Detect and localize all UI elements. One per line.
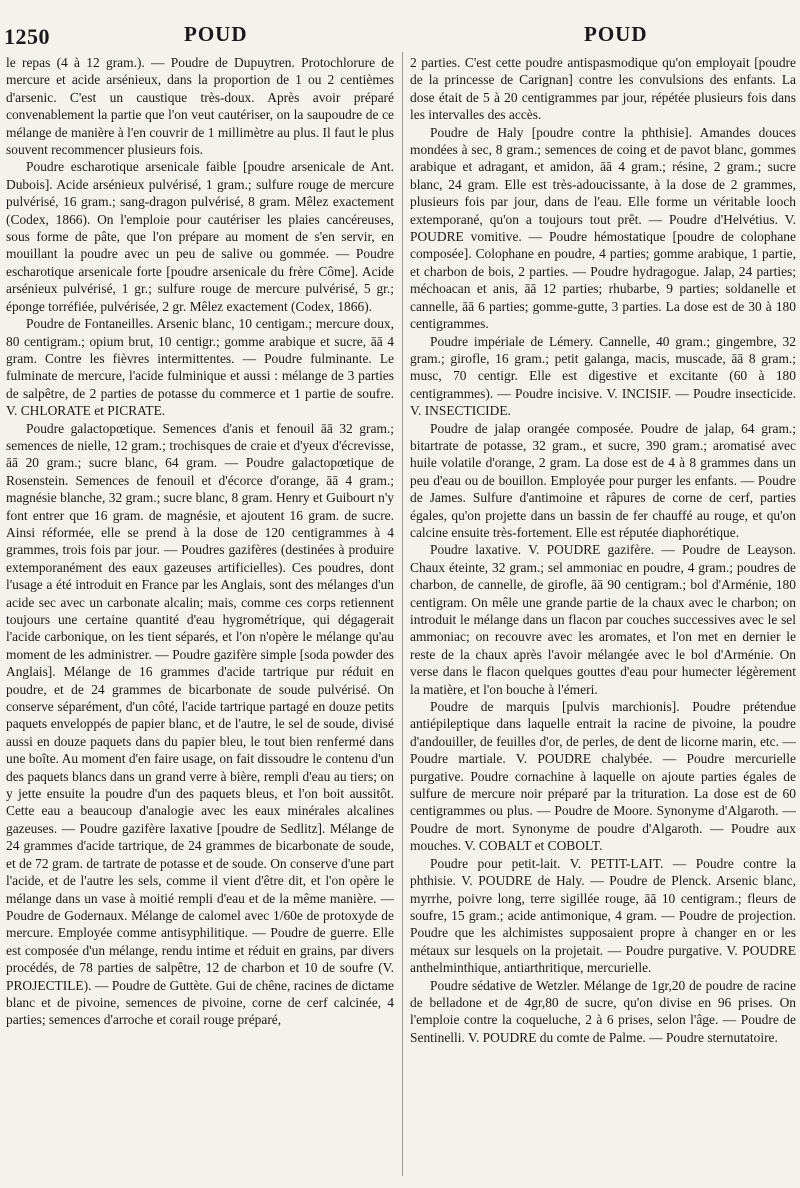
paragraph: Poudre sédative de Wetzler. Mélange de 1gr,20 de poudre de racine de belladone et de 4gr,80 de sucre, qu'on divise en 96 prises. On l'emploie contre la coqueluche, 2 à 6 prises, selon l'âge. — Poudre de Sentinelli. V. POUDRE du comte de Palme. — Poudre sternutatoire. [410, 977, 796, 1045]
page-header-left [4, 22, 400, 52]
paragraph: le repas (4 à 12 gram.). — Poudre de Dupuytren. Protochlorure de mercure et acide arsénieux, dans la proportion de 1 ou 2 centièmes d'arsenic. C'est un caustique très-doux. Après avoir préparé convenablement la partie que l'on veut cautériser, on la saupoudre de ce mélange de manière à l'en couvrir de 1 millimètre au plus. Il faut le plus souvent recommencer plusieurs fois. [6, 55, 394, 158]
paragraph: Poudre escharotique arsenicale faible [poudre arsenicale de Ant. Dubois]. Acide arsénieux pulvérisé, 1 gram.; sulfure rouge de mercure pulvérisé, 16 gram.; sang-dragon pulvérisé, 8 gram. Mêlez exactement (Codex, 1866). On l'emploie pour cautériser les plaies cancéreuses, sous forme de pâte, que l'on prépare au moment de s'en servir, en mouillant la poudre avec un peu de salive ou gommée. — Poudre escharotique arsenicale forte [poudre arsenicale du frère Côme]. Acide arsénieux pulvérisé, 1 gr.; sulfure rouge de mercure pulvérisé, 5 gr.; éponge torréfiée, pulvérisée, 2 gr. Mêlez exactement (Codex, 1866). [6, 159, 394, 314]
paragraph: Poudre de jalap orangée composée. Poudre de jalap, 64 gram.; bitartrate de potasse, 32 gram., et sucre, 390 gram.; aromatisé avec huile volatile d'orange, 2 gram. La dose est de 4 à 8 grammes dans un peu d'eau ou de bouillon. Employée pour purger les enfants. — Poudre de James. Sulfure d'antimoine et râpures de corne de cerf, parties égales, qu'on projette dans un bassin de fer chauffé au rouge, et qu'on calcine ensuite très-fortement. Elle est réputée diaphorétique. [410, 420, 796, 540]
paragraph: Poudre de Haly [poudre contre la phthisie]. Amandes douces mondées à sec, 8 gram.; semences de coing et de pavot blanc, gommes arabique et adragant, et amidon, āā 4 gram.; résine, 2 gram.; sucre blanc, 24 gram. Elle est très-adoucissante, à la dose de 2 grammes, plusieurs fois par jour, dans de l'eau. Elle forme un véritable looch extemporané, qu'on a toujours tout prêt. — Poudre d'Helvétius. V. POUDRE vomitive. — Poudre hémostatique [poudre de colophane composée]. Colophane en poudre, 4 parties; gomme arabique, 1 partie, et charbon de bois, 2 parties. — Poudre hydragogue. Jalap, 24 parties; méchoacan et anis, āā 12 parties; rhubarbe, 9 parties; soldanelle et cannelle, āā 6 parties; gomme-gutte, 3 parties. La dose est de 30 à 180 centigrammes. [410, 124, 796, 332]
paragraph: Poudre pour petit-lait. V. PETIT-LAIT. — Poudre contre la phthisie. V. POUDRE de Haly. — Poudre de Plenck. Arsenic blanc, myrrhe, poivre long, terre sigillée rouge, āā 10 centigram.; fleurs de soufre, 15 gram.; acide antimonique, 4 gram. — Poudre de projection. Poudre que les alchimistes supposaient propre à changer en or les métaux sur lesquels on la projetait. — Poudre purgative. V. POUDRE anthelminthique, antiarthritique, mercurielle. [410, 855, 796, 976]
column-divider [402, 52, 403, 1176]
paragraph: 2 parties. C'est cette poudre antispasmodique qu'on employait [poudre de la princesse de Carignan] contre les convulsions des enfants. La dose était de 5 à 20 centigrammes par jour, répétée plusieurs fois dans les intervalles des accès. [410, 55, 796, 123]
paragraph: Poudre galactopœtique. Semences d'anis et fenouil āā 32 gram.; semences de nielle, 12 gram.; trochisques de craie et d'yeux d'écrevisse, āā 20 gram.; sucre blanc, 64 gram. — Poudre galactopœtique de Rosenstein. Semences de fenouil et d'écorce d'orange, āā 4 gram.; magnésie blanche, 32 gram.; sucre blanc, 8 gram. Henry et Guibourt n'y font entrer que 16 gram. de magnésie, et ajoutent 16 gram. de sucre. Ainsi réformée, elle se prend à la dose de 120 centigrammes à 4 grammes, trois fois par jour. — Poudres gazifères (destinées à produire extemporanément des eaux gazeuses artificielles). Ces poudres, dont l'usage a été introduit en France par les Anglais, sont des mélanges d'un acide sec avec un carbonate alcalin; mais, comme ces corps retiennent toujours une certaine quantité d'eau hygrométrique, qui dégagerait l'acide carbonique, on les tient séparés, et l'on n'opère le mélange qu'au moment de les administrer. — Poudre gazifère simple [soda powder des Anglais]. Mélange de 16 grammes d'acide tartrique pur réduit en poudre, et de 24 grammes de bicarbonate de soude pulvérisé. On conserve séparément, d'un côté, l'acide tartrique partagé en douze petits paquets enveloppés de papier blanc, et de l'autre, le sel de soude, divisé aussi en douze paquets dans du papier bleu, le tout bien renfermé dans une boîte. Au moment d'en faire usage, on fait dissoudre le contenu d'un des paquets blancs dans un grand verre à bière, rempli d'eau au tiers; on y jette ensuite la poudre d'un des paquets bleus, et l'on boit aussitôt. Cette eau a beaucoup d'analogie avec les eaux minérales alcalines gazeuses. — Poudre gazifère laxative [poudre de Sedlitz]. Mélange de 24 grammes d'acide tartrique, de 24 grammes de bicarbonate de soude, et de 72 gram. de tartrate de potasse et de soude. On conserve d'une part l'acide, et de l'autre les sels, comme il vient d'être dit, et l'on opère le mélange dans un vase à moitié rempli d'eau et de la même manière. — Poudre de Godernaux. Mélange de calomel avec 1/60e de protoxyde de mercure. Employée comme antisyphilitique. — Poudre de guerre. Elle est composée d'un mélange, rendu intime et réduit en grains, par divers procédés, de 78 parties de salpêtre, 12 de charbon et 10 de soufre (V. PROJECTILE). — Poudre de Guttète. Gui de chêne, racines de dictame blanc et de pivoine, semences de pivoine, corne de cerf calcinée, 4 parties; semences d'arroche et corail rouge préparé, [6, 420, 394, 1028]
paragraph: Poudre de marquis [pulvis marchionis]. Poudre prétendue antiépileptique dans laquelle entrait la racine de pivoine, la poudre d'andouiller, de feuilles d'or, de perles, de dent de licorne marin, etc. — Poudre martiale. V. POUDRE chalybée. — Poudre mercurielle purgative. Poudre cornachine à laquelle on ajoute parties égales de sulfure de mercure noir préparé par la trituration. La dose est de 60 centigrammes ou plus. — Poudre de Moore. Synonyme d'Algaroth. — Poudre de mort. Synonyme de poudre d'Algaroth. — Poudre aux mouches. V. COBALT et COBOLT. [410, 699, 796, 854]
paragraph: Poudre de Fontaneilles. Arsenic blanc, 10 centigam.; mercure doux, 80 centigram.; opium brut, 10 centigr.; gomme arabique et sucre, āā 4 gram. Contre les fièvres intermittentes. — Poudre fulminante. Le fulminate de mercure, l'acide fulminique et aussi : mélange de 3 parties de salpêtre, de 2 parties de potasse du commerce et 1 partie de soufre. V. CHLORATE et PICRATE. [6, 316, 394, 419]
paragraph: Poudre laxative. V. POUDRE gazifère. — Poudre de Leayson. Chaux éteinte, 32 gram.; sel ammoniac en poudre, 4 gram.; poudres de charbon, de cannelle, de girofle, āā 90 centigram.; bol d'Arménie, 180 centigram. On mêle une grande partie de la chaux avec le charbon; on introduit le mélange dans un flacon par couches successives avec le sel ammoniac; on recouvre avec les aromates, et l'on met en dernier le reste de la chaux après l'avoir mélangée avec le bol d'Arménie. On verse dans le flacon quelques gouttes d'eau pour humecter légèrement la matière, et l'on bouche à l'émeri. [410, 542, 796, 697]
running-head-left: POUD [184, 22, 248, 46]
page-number: 1250 [4, 24, 50, 49]
paragraph: Poudre impériale de Lémery. Cannelle, 40 gram.; gingembre, 32 gram.; girofle, 16 gram.; petit galanga, macis, muscade, āā 8 gram.; musc, 70 centigr. Elle est digestive et excitante (60 à 180 centigrammes). — Poudre incisive. V. INCISIF. — Poudre insecticide. V. INSECTICIDE. [410, 333, 796, 419]
page-header-right [404, 22, 796, 52]
running-head-right: POUD [584, 22, 648, 46]
left-column [6, 54, 394, 1029]
right-column [410, 54, 796, 1046]
